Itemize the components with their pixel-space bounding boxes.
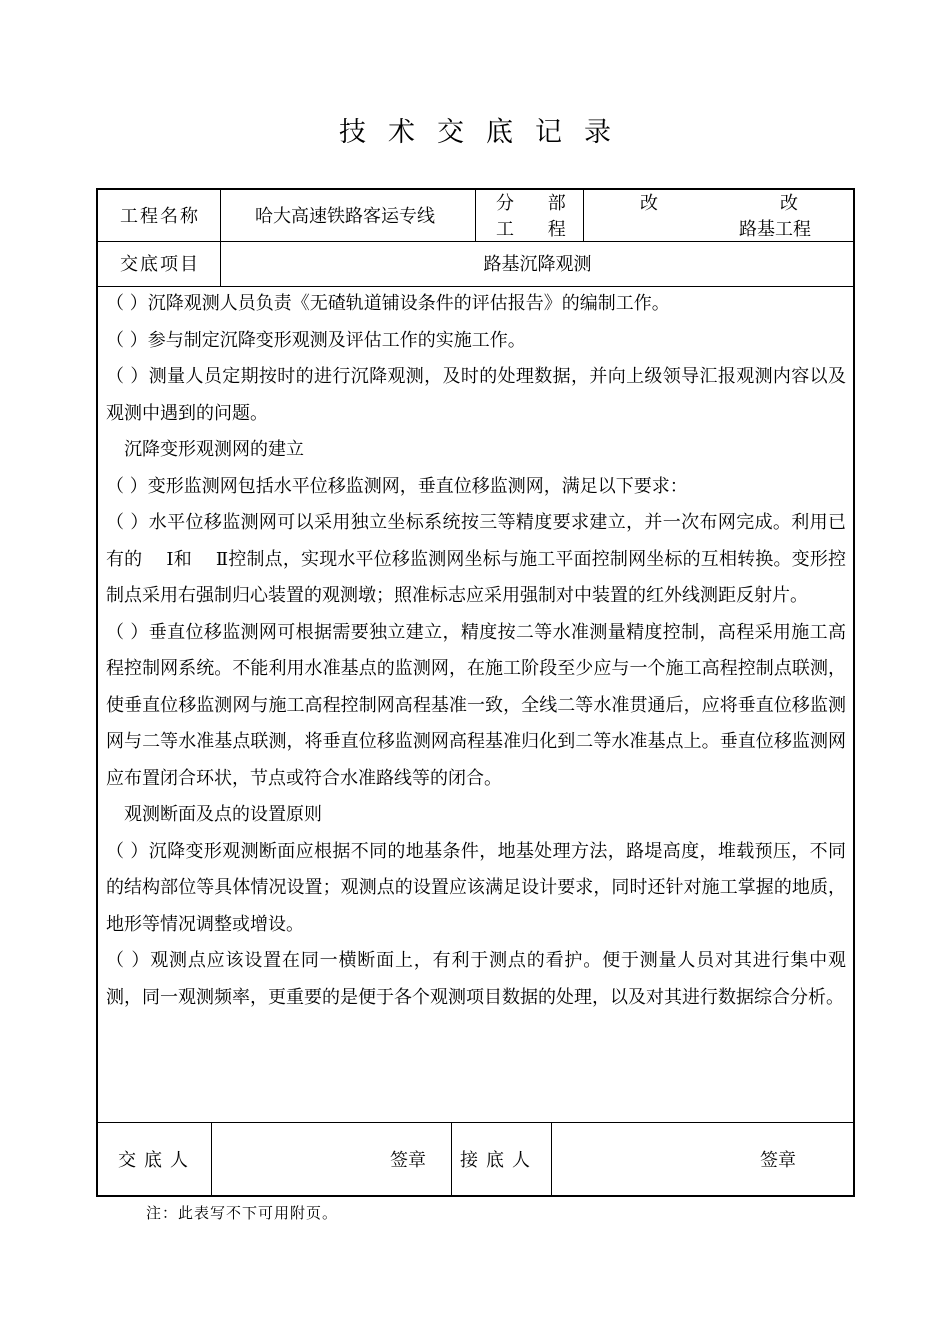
sub-project-top-mark-1: 改	[640, 193, 658, 214]
receiver-label: 接底人	[460, 1150, 538, 1171]
sub-project-value: 路基工程	[739, 219, 811, 240]
disclosure-item-label: 交底项目	[120, 254, 200, 275]
col-divider-header-2	[475, 188, 476, 241]
row-divider-1	[96, 241, 855, 242]
sub-project-label-line-2: 工 程	[496, 219, 566, 240]
content-paragraph: （ ）观测点应该设置在同一横断面上，有利于测点的看护。便于测量人员对其进行集中观测，同一观测频率，更重要的是便于各个观测项目数据的处理，以及对其进行数据综合分析。	[106, 950, 846, 1008]
col-divider-footer-3	[551, 1122, 552, 1197]
content-paragraph: （ ）沉降观测人员负责《无碴轨道铺设条件的评估报告》的编制工作。	[106, 293, 670, 314]
content-paragraph: （ ）水平位移监测网可以采用独立坐标系统按三等精度要求建立，并一次布网完成。利用已有的 Ⅰ和 Ⅱ控制点，实现水平位移监测网坐标与施工平面控制网坐标的互相转换。变形控制点采用右强制归心装置的观测墩；照准标志应采用强制对中装置的红外线测距反射片。	[106, 512, 846, 606]
section-heading: 观测断面及点的设置原则	[124, 804, 322, 825]
row-divider-3	[96, 1122, 855, 1123]
col-divider-footer-1	[211, 1122, 212, 1197]
disclosure-item-value: 路基沉降观测	[483, 254, 592, 275]
discloser-label: 交底人	[118, 1150, 196, 1171]
footnote: 注：此表写不下可用附页。	[146, 1204, 339, 1222]
sub-project-label-line-1: 分 部	[496, 193, 566, 214]
sub-project-top-mark-2: 改	[780, 193, 798, 214]
section-heading: 沉降变形观测网的建立	[124, 439, 304, 460]
content-paragraph: （ ）测量人员定期按时的进行沉降观测，及时的处理数据，并向上级领导汇报观测内容以及观测中遇到的问题。	[106, 366, 846, 424]
content-paragraph: （ ）参与制定沉降变形观测及评估工作的实施工作。	[106, 329, 526, 351]
project-name-value: 哈大高速铁路客运专线	[255, 206, 435, 227]
col-divider-header-3	[583, 188, 584, 241]
content-paragraph: （ ）垂直位移监测网可根据需要独立建立，精度按二等水准测量精度控制，高程采用施工高程控制网系统。不能利用水准基点的监测网，在施工阶段至少应与一个施工高程控制点联测，使垂直位移监测网与施工高程控制网高程基准一致，全线二等水准贯通后，应将垂直位移监测网与二等水准基点联测，将垂直位移监测网高程基准归化到二等水准基点上。垂直位移监测网应布置闭合环状，节点或符合水准路线等的闭合。	[106, 621, 846, 789]
disclosure-content	[106, 286, 846, 1016]
content-paragraph: （ ）变形监测网包括水平位移监测网，垂直位移监测网，满足以下要求：	[106, 475, 688, 497]
col-divider-footer-2	[451, 1122, 452, 1197]
project-name-label: 工程名称	[120, 206, 200, 227]
discloser-seal-label: 签章	[390, 1150, 426, 1171]
page-title: 技术交底记录	[339, 117, 633, 148]
receiver-seal-label: 签章	[760, 1150, 796, 1171]
content-paragraph: （ ）沉降变形观测断面应根据不同的地基条件，地基处理方法，路堤高度，堆载预压，不同的结构部位等具体情况设置；观测点的设置应该满足设计要求，同时还针对施工掌握的地质，地形等情况调整或增设。	[106, 840, 846, 935]
